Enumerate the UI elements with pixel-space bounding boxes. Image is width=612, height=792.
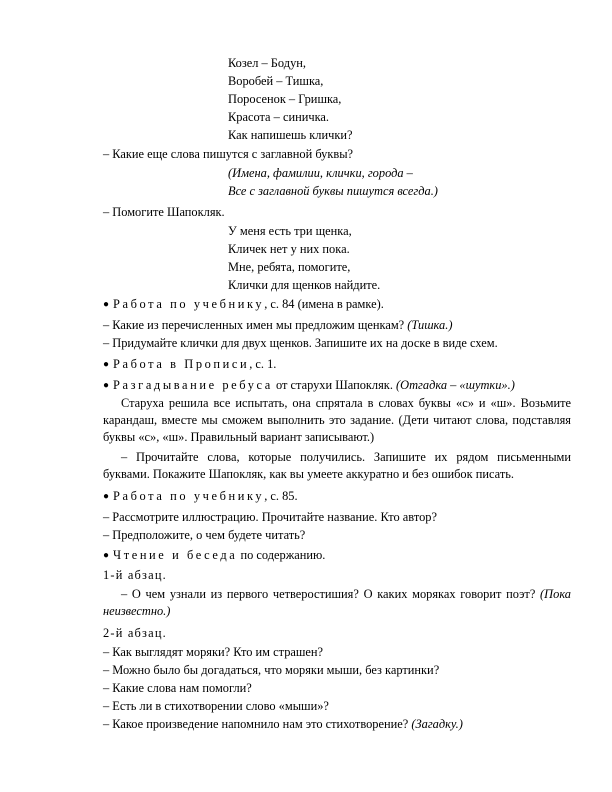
activity-heading: Чтение и беседа bbox=[113, 548, 238, 562]
answer-text: (Пока неизвестно.) bbox=[103, 587, 571, 618]
list-item: – Есть ли в стихотворении слово «мыши»? bbox=[103, 699, 329, 713]
bullet-icon: ● bbox=[103, 299, 110, 310]
activity-detail: , с. 85. bbox=[264, 489, 298, 503]
answer1-line: (Имена, фамилии, клички, города – bbox=[228, 166, 413, 180]
paragraph-first-stanza bbox=[103, 586, 571, 620]
activity-detail: от старухи Шапокляк. bbox=[272, 378, 397, 392]
work-textbook-84 bbox=[103, 297, 384, 312]
question-names bbox=[103, 318, 452, 333]
activity-heading: Работа по учебнику bbox=[113, 489, 265, 503]
section-heading-2: 2-й абзац. bbox=[103, 626, 167, 640]
poem2-line: Мне, ребята, помогите, bbox=[228, 260, 351, 274]
poem1-line: Как напишешь клички? bbox=[228, 128, 353, 142]
question-help-shapoklyak: – Помогите Шапокляк. bbox=[103, 205, 225, 219]
answer-text: (Отгадка – «шутки».) bbox=[396, 378, 515, 392]
poem1-line: Красота – синичка. bbox=[228, 110, 330, 124]
question-reminded bbox=[103, 717, 463, 732]
question-illustration: – Рассмотрите иллюстрацию. Прочитайте название. Кто автор? bbox=[103, 510, 437, 524]
work-textbook-85 bbox=[103, 489, 298, 504]
question-text: – Какое произведение напомнило нам это стихотворение? bbox=[103, 717, 412, 731]
bullet-icon: ● bbox=[103, 550, 110, 561]
poem2-line: Кличек нет у них пока. bbox=[228, 242, 350, 256]
activity-heading: Работа в Прописи bbox=[113, 357, 250, 371]
bullet-icon: ● bbox=[103, 491, 110, 502]
poem2-line: Клички для щенков найдите. bbox=[228, 278, 381, 292]
work-propisi bbox=[103, 357, 276, 372]
poem1-line: Козел – Бодун, bbox=[228, 56, 306, 70]
bullet-icon: ● bbox=[103, 359, 110, 370]
work-reading bbox=[103, 548, 325, 563]
work-rebus bbox=[103, 378, 515, 393]
answer-text: (Загадку.) bbox=[411, 717, 463, 731]
question-predict: – Предположите, о чем будете читать? bbox=[103, 528, 306, 542]
poem1-line: Воробей – Тишка, bbox=[228, 74, 324, 88]
activity-detail: , с. 1. bbox=[249, 357, 277, 371]
section-heading-1: 1-й абзац. bbox=[103, 568, 167, 582]
paragraph-old-woman: Старуха решила все испытать, она спрятала в словах буквы «с» и «ш». Возьмите карандаш, вместе мы сможем выполнить это задание. (Дети читают слова, подставляя буквы «с», «ш». Правильный вариант записывают.) bbox=[103, 396, 571, 444]
question-text: – О чем узнали из первого четверостишия? О каких моряках говорит поэт? bbox=[121, 587, 541, 601]
bullet-icon: ● bbox=[103, 380, 110, 391]
activity-heading: Разгадывание ребуса bbox=[113, 378, 273, 392]
task-puppy-names: – Придумайте клички для двух щенков. Запишите их на доске в виде схем. bbox=[103, 336, 498, 350]
activity-heading: Работа по учебнику bbox=[113, 297, 265, 311]
paragraph-read-words: – Прочитайте слова, которые получились. Запишите их рядом письменными буквами. Покажите Шапокляк, как вы умеете аккуратно и без ошибок писать. bbox=[103, 450, 571, 481]
list-item: – Как выглядят моряки? Кто им страшен? bbox=[103, 645, 324, 659]
question-text: – Какие из перечисленных имен мы предложим щенкам? bbox=[103, 318, 408, 332]
poem2-line: У меня есть три щенка, bbox=[228, 224, 352, 238]
answer-text: (Тишка.) bbox=[407, 318, 453, 332]
question-capital-words: – Какие еще слова пишутся с заглавной буквы? bbox=[103, 147, 354, 161]
activity-detail: по содержанию. bbox=[237, 548, 326, 562]
list-item: – Какие слова нам помогли? bbox=[103, 681, 252, 695]
activity-detail: , с. 84 (имена в рамке). bbox=[264, 297, 384, 311]
list-item: – Можно было бы догадаться, что моряки мыши, без картинки? bbox=[103, 663, 440, 677]
poem1-line: Поросенок – Гришка, bbox=[228, 92, 342, 106]
answer1-line: Все с заглавной буквы пишутся всегда.) bbox=[228, 184, 438, 198]
